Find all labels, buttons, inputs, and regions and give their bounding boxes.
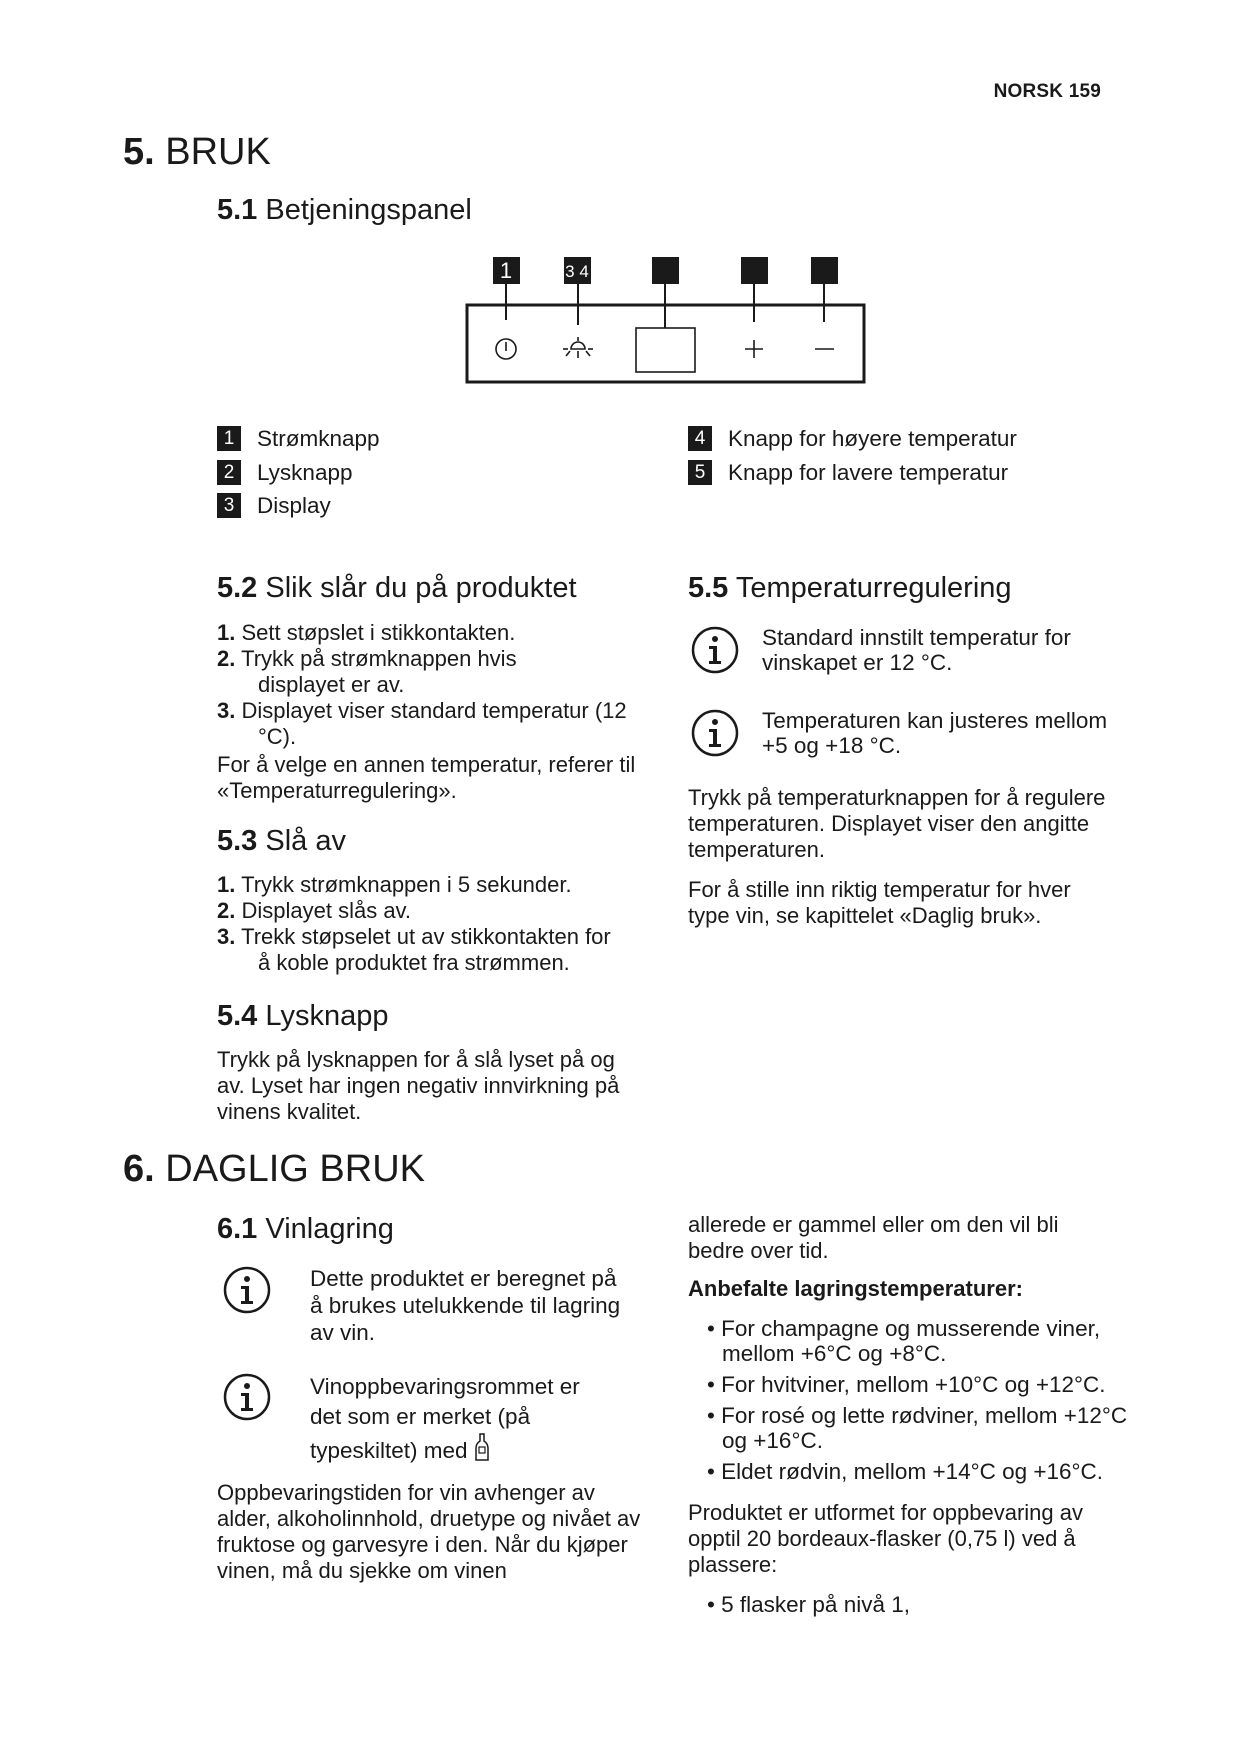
step-text: Trekk støpselet ut av stikkontakten for å koble produktet fra strømmen.: [241, 924, 611, 975]
info-icon: [690, 625, 740, 675]
legend-label: Knapp for høyere temperatur: [728, 426, 1017, 451]
list-item: • Eldet rødvin, mellom +14°C og +16°C.: [707, 1459, 1104, 1484]
subsection-number: 6.1: [217, 1213, 258, 1245]
paragraph: allerede er gammel eller om den vil bli bedre over tid.: [688, 1212, 1059, 1263]
step-text: Displayet viser standard temperatur (12 °C).: [241, 698, 627, 749]
info-icon: [222, 1265, 272, 1315]
list-item: [217, 898, 647, 924]
step-text: Trykk strømknappen i 5 sekunder.: [241, 872, 572, 897]
section-5-heading: [123, 133, 271, 171]
subsection-title: Slå av: [265, 825, 346, 857]
subsection-title: Betjeningspanel: [265, 194, 472, 226]
info-text: Dette produktet er beregnet på å brukes utelukkende til lagring av vin.: [310, 1266, 621, 1345]
subsection-number: 5.2: [217, 572, 258, 604]
info-text: Standard innstilt temperatur for vinskapet er 12 °C.: [762, 625, 1071, 675]
legend-left: [217, 422, 380, 523]
list-item: • 5 flasker på nivå 1,: [707, 1592, 910, 1617]
subsection-5-3-body: [217, 872, 647, 976]
bottle-placement-list: [688, 1592, 1128, 1623]
subsection-number: 5.4: [217, 1000, 258, 1032]
subsection-number: 5.5: [688, 572, 729, 604]
paragraph: For å velge en annen temperatur, referer til «Temperaturregulering».: [217, 752, 636, 803]
step-number: 3.: [217, 698, 236, 723]
legend-number: 2: [217, 460, 241, 485]
paragraph: Oppbevaringstiden for vin avhenger av alder, alkoholinnhold, druetype og nivået av fruktose og garvesyre i den. Når du kjøper vinen, må du sjekke om vinen: [217, 1480, 641, 1583]
callout-5: [811, 257, 838, 284]
bottle-icon: [474, 1432, 490, 1462]
legend-number: 5: [688, 460, 712, 485]
section-title: BRUK: [165, 131, 271, 173]
step-number: 2.: [217, 898, 236, 923]
subsection-title: Temperaturregulering: [735, 572, 1012, 604]
step-text: Displayet slås av.: [241, 898, 412, 923]
list-item: • For rosé og lette rødviner, mellom +12°C og +16°C.: [707, 1403, 1128, 1453]
legend-number: 4: [688, 426, 712, 451]
subsection-6-1-heading: [217, 1215, 394, 1244]
legend-item: [217, 422, 380, 456]
list-item: [217, 646, 647, 698]
display-window: [636, 328, 695, 372]
list-item: [217, 872, 647, 898]
storage-temperature-list: [688, 1316, 1128, 1484]
storage-temperatures-heading: Anbefalte lagringstemperaturer:: [688, 1276, 1023, 1301]
subsection-title: Vinlagring: [265, 1213, 394, 1245]
step-number: 3.: [217, 924, 236, 949]
callout-1-label: 1: [499, 258, 513, 283]
power-icon: [496, 339, 516, 359]
legend-number: 3: [217, 493, 241, 518]
section-number: 5.: [123, 131, 155, 173]
info-icon: [222, 1372, 272, 1422]
step-text: Trykk på strømknappen hvis displayet er av.: [241, 646, 517, 697]
subsection-5-2-heading: [217, 574, 577, 603]
steps-list: [217, 620, 647, 750]
subsection-title: Lysknapp: [265, 1000, 389, 1032]
legend-item: [217, 456, 380, 490]
steps-list: [217, 872, 647, 976]
step-number: 1.: [217, 620, 236, 645]
legend-item: [217, 489, 380, 523]
legend-item: [688, 456, 1017, 490]
callout-2-label: 3 4: [565, 262, 589, 281]
subsection-title: Slik slår du på produktet: [265, 572, 577, 604]
list-item: [217, 924, 647, 976]
legend-label: Display: [257, 493, 331, 518]
legend-label: Knapp for lavere temperatur: [728, 459, 1009, 485]
info-note: [222, 1372, 622, 1466]
subsection-5-4-heading: [217, 1002, 388, 1031]
paragraph: For å stille inn riktig temperatur for hver type vin, se kapittelet «Daglig bruk».: [688, 877, 1071, 928]
list-item: • For hvitviner, mellom +10°C og +12°C.: [707, 1372, 1106, 1397]
legend-label: Lysknapp: [257, 459, 353, 485]
paragraph: Trykk på lysknappen for å slå lyset på og av. Lyset har ingen negativ innvirkning på vinens kvalitet.: [217, 1047, 620, 1124]
legend-label: Strømknapp: [257, 426, 380, 451]
callout-4: [741, 257, 768, 284]
callout-boxes: [493, 257, 838, 284]
step-number: 2.: [217, 646, 236, 671]
subsection-5-2-body: [217, 620, 647, 804]
info-note: [222, 1265, 622, 1346]
list-item: [217, 620, 647, 646]
section-number: 6.: [123, 1148, 155, 1190]
paragraph: Produktet er utformet for oppbevaring av opptil 20 bordeaux-flasker (0,75 l) ved å plassere:: [688, 1500, 1083, 1577]
plus-icon: [745, 340, 763, 358]
info-icon: [690, 708, 740, 758]
legend-right: [688, 422, 1017, 489]
step-number: 1.: [217, 872, 236, 897]
subsection-5-3-heading: [217, 827, 346, 856]
subsection-5-1-heading: [217, 196, 472, 225]
page-header-label: NORSK 159: [993, 81, 1101, 102]
section-6-heading: [123, 1150, 425, 1188]
section-title: DAGLIG BRUK: [165, 1148, 425, 1190]
info-note: [690, 625, 1120, 675]
legend-number: 1: [217, 426, 241, 451]
callout-3: [652, 257, 679, 284]
info-note: [690, 708, 1120, 758]
list-item: • For champagne og musserende viner, mellom +6°C og +8°C.: [707, 1316, 1101, 1366]
paragraph: Trykk på temperaturknappen for å regulere temperaturen. Displayet viser den angitte temperaturen.: [688, 785, 1106, 862]
subsection-number: 5.3: [217, 825, 258, 857]
step-text: Sett støpslet i stikkontakten.: [241, 620, 516, 645]
light-icon: [563, 337, 593, 358]
legend-item: [688, 422, 1017, 456]
list-item: [217, 698, 647, 750]
info-text: [310, 1372, 600, 1466]
subsection-number: 5.1: [217, 194, 258, 226]
control-panel-diagram: [460, 250, 880, 390]
subsection-5-5-heading: [688, 574, 1012, 603]
info-text-content: Vinoppbevaringsrommet er det som er merket (på typeskiltet) med: [310, 1374, 580, 1463]
info-text: Temperaturen kan justeres mellom +5 og +18 °C.: [762, 708, 1108, 758]
